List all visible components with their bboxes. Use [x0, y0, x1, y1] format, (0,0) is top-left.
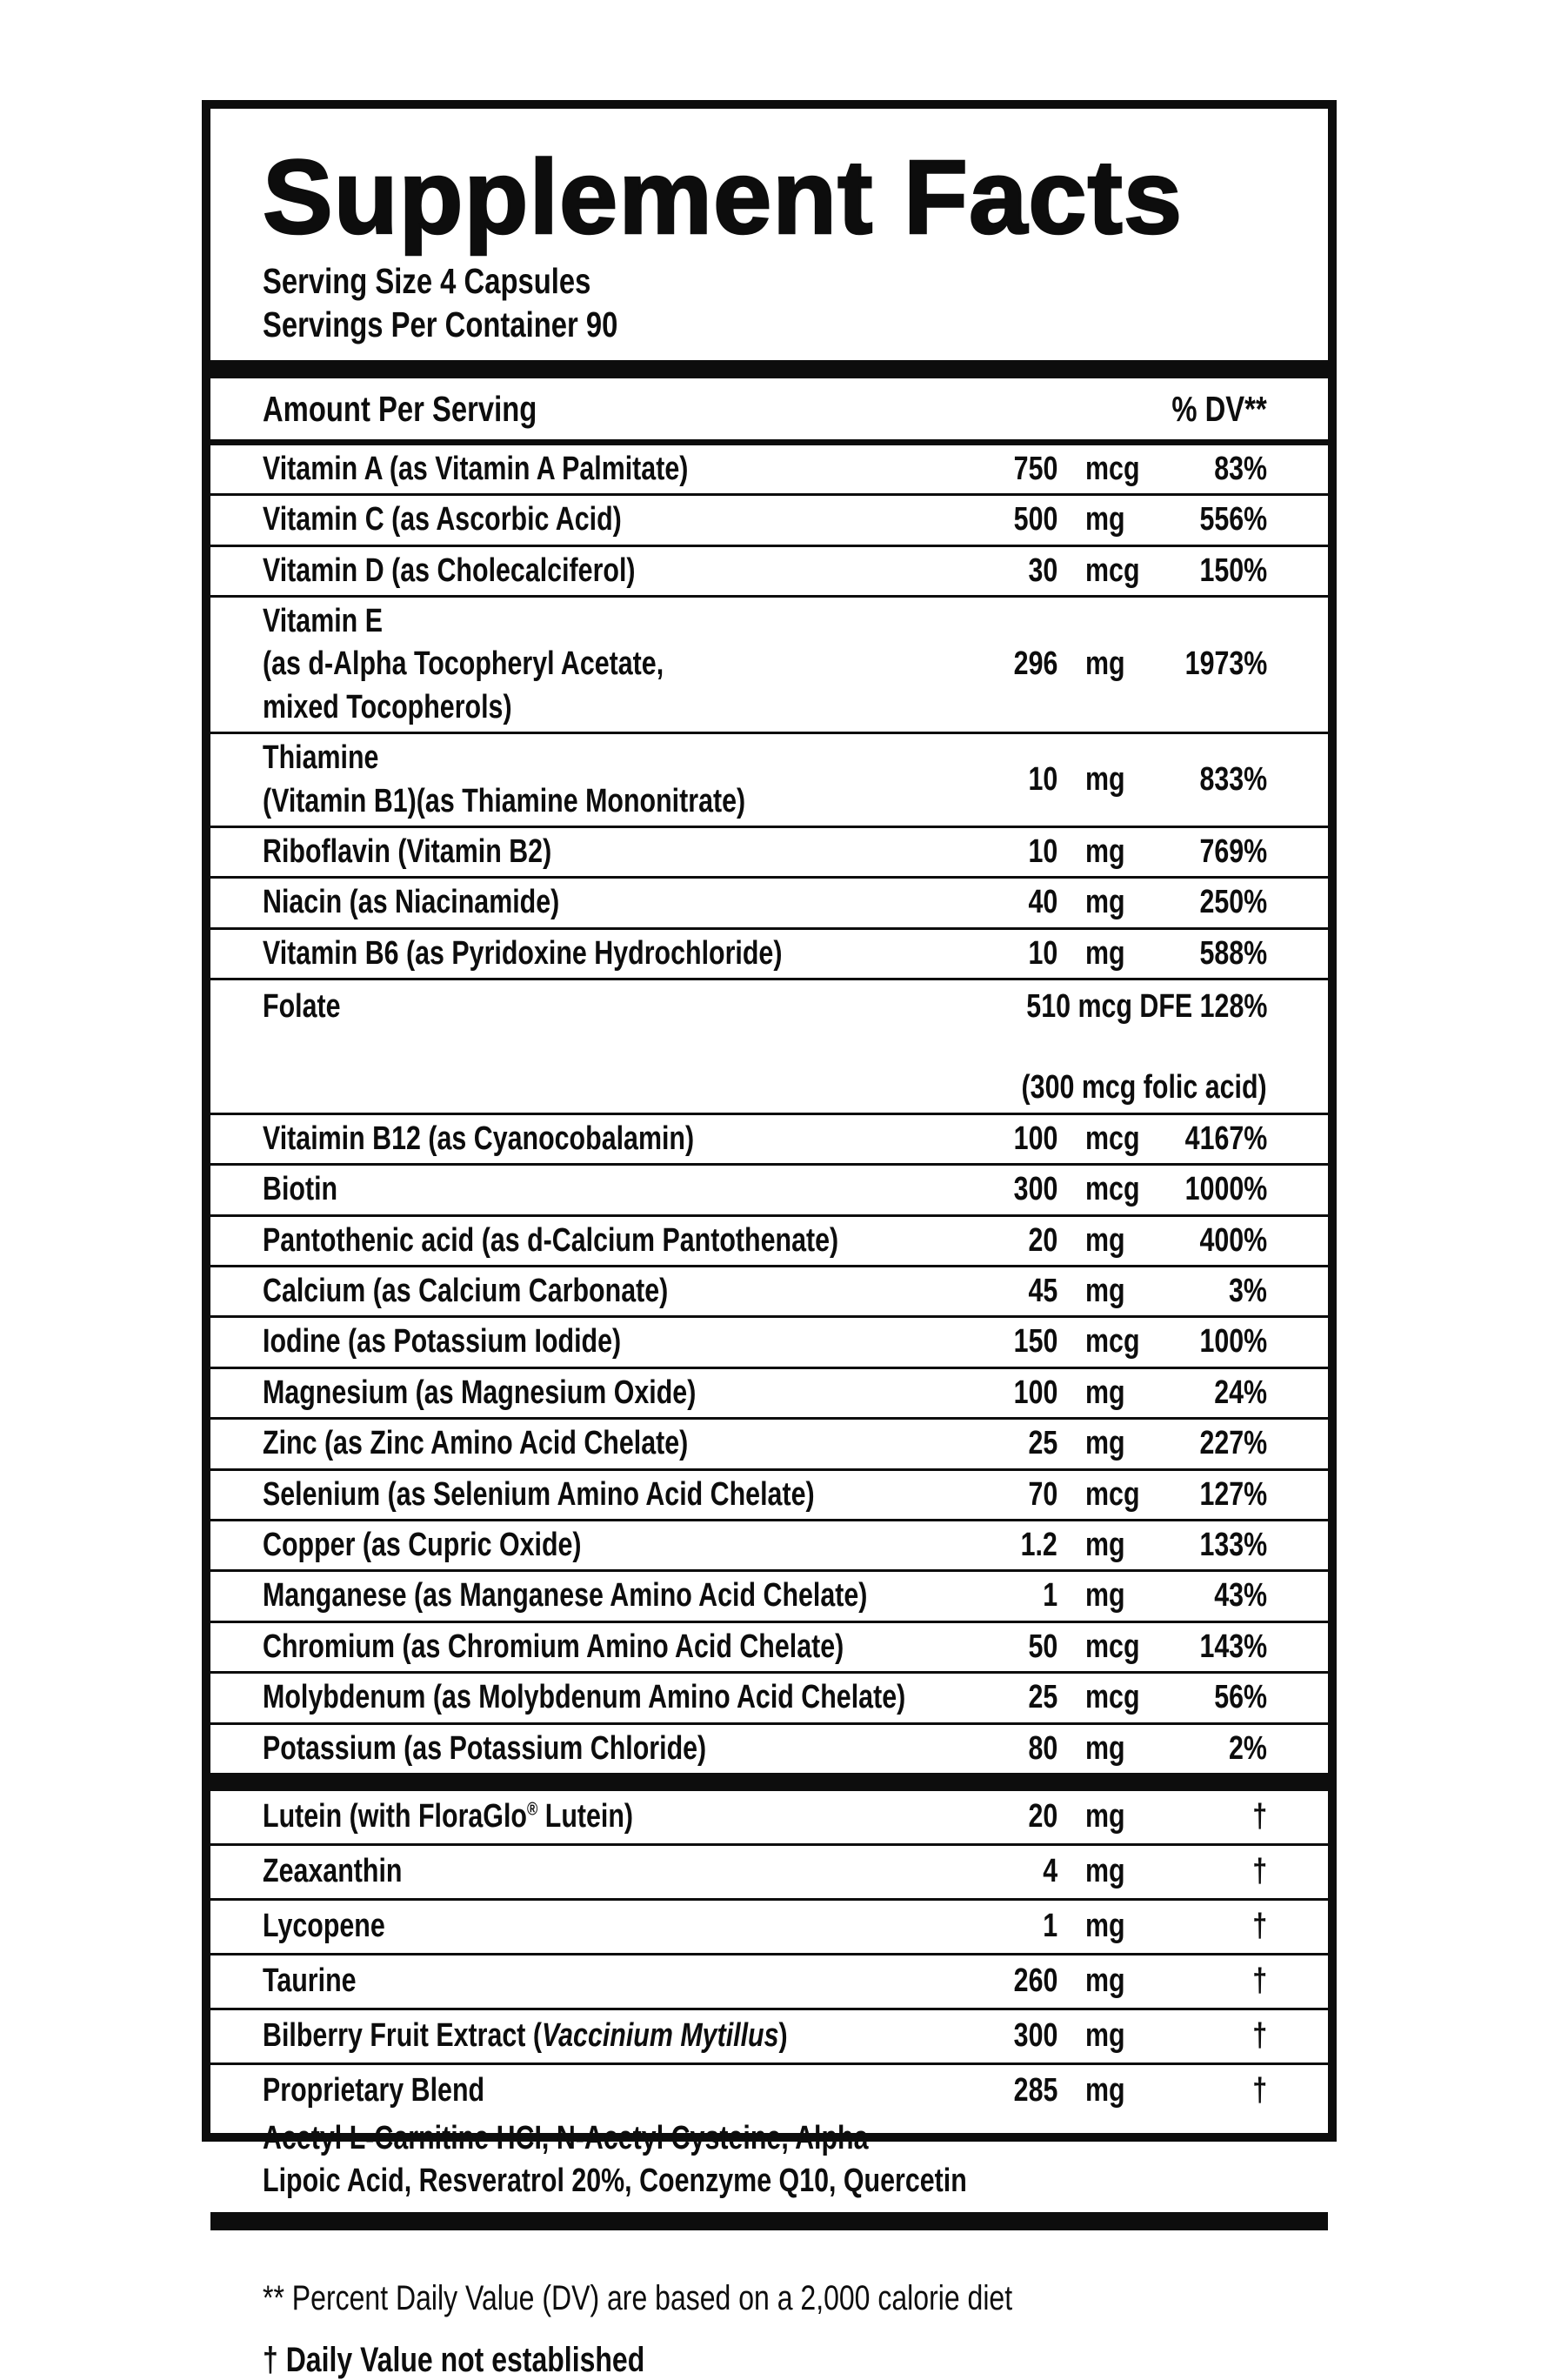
ingredient-dv: 143%: [1199, 1628, 1267, 1665]
ingredient-row: [210, 1791, 1328, 1843]
ingredient-name: Riboflavin (Vitamin B2): [263, 832, 552, 870]
ingredient-amount: 25: [1028, 1425, 1057, 1462]
ingredient-dv: 588%: [1199, 934, 1267, 972]
ingredient-unit: mg: [1085, 2072, 1125, 2109]
ingredient-unit: mcg: [1085, 552, 1140, 589]
ingredient-dv: 769%: [1199, 832, 1267, 870]
header-rule: [210, 439, 1328, 445]
ingredient-unit: mg: [1085, 1425, 1125, 1462]
ingredient-amount: 150: [1013, 1323, 1057, 1360]
ingredient-unit: mg: [1085, 501, 1125, 538]
ingredient-unit: mcg: [1085, 1171, 1140, 1208]
ingredient-row: [210, 927, 1328, 978]
ingredient-name: Vitamin A (as Vitamin A Palmitate): [263, 450, 689, 487]
ingredient-dv: 43%: [1214, 1577, 1267, 1615]
ingredient-dv: †: [1252, 1908, 1267, 1945]
ingredient-amount: 1.2: [1020, 1527, 1057, 1563]
percent-dv-header: % DV**: [1171, 389, 1267, 430]
ingredient-unit: mcg: [1085, 1120, 1140, 1157]
column-header-row: [210, 378, 1328, 439]
ingredient-row-main: [210, 1572, 1328, 1620]
ingredient-dv: 1973%: [1184, 645, 1267, 683]
ingredient-amount: 260: [1013, 1962, 1057, 2000]
ingredient-name: Molybdenum (as Molybdenum Amino Acid Chelate): [263, 1679, 906, 1716]
ingredient-row-main: [210, 930, 1328, 978]
ingredient-unit: mg: [1085, 1374, 1125, 1411]
servings-per-container-text: Servings Per Container 90: [263, 304, 618, 344]
ingredient-name: Taurine: [263, 1962, 357, 2000]
ingredient-amount: 70: [1028, 1475, 1057, 1513]
ingredient-amount: 296: [1013, 645, 1057, 683]
ingredient-dv: †: [1252, 1853, 1267, 1890]
ingredient-row-main: [210, 828, 1328, 876]
ingredient-name: Magnesium (as Magnesium Oxide): [263, 1374, 697, 1411]
ingredient-row: [210, 1722, 1328, 1773]
ingredient-dv: 56%: [1214, 1679, 1267, 1716]
ingredient-row: [210, 1569, 1328, 1620]
section-vitamins-minerals: [210, 445, 1328, 1773]
ingredient-row: [210, 1468, 1328, 1519]
ingredient-unit: mcg: [1085, 450, 1140, 487]
ingredient-amount: 4: [1043, 1853, 1057, 1890]
ingredient-row-main: [210, 2010, 1328, 2062]
ingredient-name: Vitaimin B12 (as Cyanocobalamin): [263, 1120, 695, 1157]
ingredient-dv: 24%: [1214, 1374, 1267, 1411]
ingredient-row-main: [210, 1623, 1328, 1671]
ingredient-amount: 300: [1013, 2017, 1057, 2055]
ingredient-row: [210, 1519, 1328, 1569]
ingredient-row-main: [210, 1166, 1328, 1213]
ingredient-row: [210, 876, 1328, 926]
ingredient-name: Pantothenic acid (as d-Calcium Pantothenate): [263, 1221, 839, 1259]
ingredient-row-main: [210, 1955, 1328, 2008]
ingredient-name: Iodine (as Potassium Iodide): [263, 1323, 622, 1360]
ingredient-row: [210, 1367, 1328, 1417]
page-title: Supplement Facts: [263, 137, 1184, 256]
ingredient-name: Zeaxanthin: [263, 1853, 403, 1890]
ingredient-amount: 10: [1028, 934, 1057, 972]
ingredient-unit: mg: [1085, 1729, 1125, 1767]
ingredient-row-main: [210, 1901, 1328, 1953]
ingredient-dv: 833%: [1199, 760, 1267, 798]
ingredient-name: Selenium (as Selenium Amino Acid Chelate): [263, 1475, 815, 1513]
ingredient-value-line: 510 mcg DFE 128%: [1025, 988, 1267, 1026]
ingredient-row-main: [210, 980, 1328, 1113]
ingredient-name: Proprietary Blend: [263, 2072, 485, 2109]
ingredient-amount: 300: [1013, 1171, 1057, 1208]
ingredient-unit: mg: [1085, 1273, 1125, 1310]
ingredient-unit: mg: [1085, 1221, 1125, 1259]
ingredient-row-main: [210, 1725, 1328, 1773]
ingredient-row: [210, 1163, 1328, 1213]
ingredient-name: Manganese (as Manganese Amino Acid Chelate): [263, 1577, 868, 1615]
ingredient-unit: mg: [1085, 1527, 1125, 1563]
supplement-facts-label: [202, 100, 1337, 2380]
ingredient-dv: 4167%: [1184, 1120, 1267, 1157]
ingredient-name: Zinc (as Zinc Amino Acid Chelate): [263, 1425, 689, 1462]
ingredient-amount: 30: [1028, 552, 1057, 589]
ingredient-amount: 10: [1028, 760, 1057, 798]
label-header: [210, 109, 1328, 360]
ingredient-dv: 3%: [1229, 1273, 1267, 1310]
ingredient-unit: mg: [1085, 645, 1125, 683]
ingredient-unit: mg: [1085, 832, 1125, 870]
ingredient-unit: mg: [1085, 1908, 1125, 1945]
ingredient-unit: mg: [1085, 1577, 1125, 1615]
ingredient-row: [210, 2062, 1328, 2212]
ingredient-dv: 133%: [1199, 1527, 1267, 1563]
ingredient-unit: mg: [1085, 2017, 1125, 2055]
ingredient-row-main: [210, 496, 1328, 544]
ingredient-dv: †: [1252, 2072, 1267, 2109]
ingredient-unit: mcg: [1085, 1323, 1140, 1360]
ingredient-row-main: [210, 1420, 1328, 1467]
ingredient-name: Lutein (with FloraGlo® Lutein): [263, 1798, 634, 1835]
ingredient-row-main: [210, 1369, 1328, 1417]
ingredient-row-main: [210, 1846, 1328, 1898]
ingredient-dv: 127%: [1199, 1475, 1267, 1513]
ingredient-amount: 500: [1013, 501, 1057, 538]
ingredient-amount: 20: [1028, 1221, 1057, 1259]
ingredient-name: Bilberry Fruit Extract (Vaccinium Mytillus): [263, 2017, 788, 2055]
ingredient-row: [210, 732, 1328, 826]
ingredient-name: Vitamin C (as Ascorbic Acid): [263, 501, 622, 538]
ingredient-unit: mg: [1085, 884, 1125, 921]
ingredient-amount: 20: [1028, 1798, 1057, 1835]
ingredient-row: [210, 545, 1328, 595]
ingredient-row: [210, 1671, 1328, 1721]
ingredient-name: Vitamin B6 (as Pyridoxine Hydrochloride): [263, 934, 783, 972]
ingredient-amount: 1: [1043, 1908, 1057, 1945]
ingredient-name: Copper (as Cupric Oxide): [263, 1527, 582, 1563]
ingredient-amount: 100: [1013, 1120, 1057, 1157]
ingredient-unit: mg: [1085, 760, 1125, 798]
ingredient-value-line: (300 mcg folic acid): [1021, 1069, 1267, 1106]
ingredient-row: [210, 1113, 1328, 1163]
ingredient-row: [210, 1214, 1328, 1265]
ingredient-unit: mg: [1085, 1962, 1125, 2000]
percent-dv-footnote: ** Percent Daily Value (DV) are based on a 2,000 calorie diet: [263, 2279, 1013, 2318]
ingredient-row: [210, 1315, 1328, 1366]
ingredient-name: Vitamin D (as Cholecalciferol): [263, 552, 636, 589]
ingredient-unit: mcg: [1085, 1679, 1140, 1716]
ingredient-row-main: [210, 2065, 1328, 2117]
amount-per-serving-header: Amount Per Serving: [263, 389, 537, 430]
ingredient-name: Lycopene: [263, 1908, 385, 1945]
ingredient-dv: 83%: [1214, 450, 1267, 487]
ingredient-row: [210, 595, 1328, 732]
ingredient-row: [210, 493, 1328, 544]
ingredient-row: [210, 2008, 1328, 2062]
ingredient-row-main: [210, 1521, 1328, 1569]
ingredient-row-main: [210, 1318, 1328, 1366]
ingredient-dv: 100%: [1199, 1323, 1267, 1360]
ingredient-row: [210, 1265, 1328, 1315]
ingredient-unit: mcg: [1085, 1475, 1140, 1513]
ingredient-dv: 250%: [1199, 884, 1267, 921]
ingredient-row: [210, 1621, 1328, 1671]
ingredient-row-main: [210, 1267, 1328, 1315]
ingredient-dv: 2%: [1229, 1729, 1267, 1767]
ingredient-row: [210, 1953, 1328, 2008]
ingredient-row: [210, 1898, 1328, 1953]
ingredient-dv: †: [1252, 1962, 1267, 2000]
ingredient-amount: 750: [1013, 450, 1057, 487]
ingredient-row-main: [210, 1115, 1328, 1163]
ingredient-amount: 25: [1028, 1679, 1057, 1716]
ingredient-amount: 50: [1028, 1628, 1057, 1665]
ingredient-unit: mg: [1085, 934, 1125, 972]
ingredient-row: [210, 826, 1328, 876]
ingredient-amount: 80: [1028, 1729, 1057, 1767]
ingredient-unit: mg: [1085, 1853, 1125, 1890]
ingredient-value-lines: [960, 986, 1267, 1110]
divider-bar-top: [210, 360, 1328, 378]
dagger-footnote: † Daily Value not established: [263, 2341, 645, 2380]
ingredient-row-main: [210, 1791, 1328, 1843]
ingredient-dv: 150%: [1199, 552, 1267, 589]
ingredient-dv: †: [1252, 2017, 1267, 2055]
ingredient-amount: 285: [1013, 2072, 1057, 2109]
ingredient-row-main: [210, 445, 1328, 493]
ingredient-row-main: [210, 1674, 1328, 1721]
ingredient-dv: 1000%: [1184, 1171, 1267, 1208]
ingredient-name: Niacin (as Niacinamide): [263, 884, 560, 921]
section-other-ingredients: [210, 1791, 1328, 2212]
ingredient-row: [210, 1417, 1328, 1467]
ingredient-row: [210, 1843, 1328, 1898]
ingredient-row-main: [210, 734, 1328, 826]
ingredient-amount: 1: [1043, 1577, 1057, 1615]
ingredient-dv: 556%: [1199, 501, 1267, 538]
ingredient-row-main: [210, 598, 1328, 732]
proprietary-blend-ingredients: Acetyl L-Carnitine HCI, N-Acetyl Cysteine, Alpha Lipoic Acid, Resveratrol 20%, Coenzyme Q10, Quercetin: [263, 2119, 967, 2199]
ingredient-row-main: [210, 1217, 1328, 1265]
ingredient-name: Vitamin E (as d-Alpha Tocopheryl Acetate, mixed Tocopherols): [263, 602, 664, 725]
ingredient-row: [210, 445, 1328, 493]
ingredient-unit: mg: [1085, 1798, 1125, 1835]
ingredient-row-main: [210, 879, 1328, 926]
ingredient-amount: 40: [1028, 884, 1057, 921]
ingredient-name: Calcium (as Calcium Carbonate): [263, 1273, 669, 1310]
ingredient-name: Thiamine (Vitamin B1)(as Thiamine Mononitrate): [263, 739, 746, 819]
ingredient-row-main: [210, 547, 1328, 595]
ingredient-dv: 227%: [1199, 1425, 1267, 1462]
ingredient-name: Potassium (as Potassium Chloride): [263, 1729, 707, 1767]
ingredient-row-main: [210, 1471, 1328, 1519]
ingredient-unit: mcg: [1085, 1628, 1140, 1665]
ingredient-row: [210, 978, 1328, 1113]
serving-size-text: Serving Size 4 Capsules: [263, 260, 591, 301]
ingredient-amount: 10: [1028, 832, 1057, 870]
divider-bar-middle: [210, 1773, 1328, 1791]
ingredient-name: Folate: [263, 988, 341, 1026]
divider-bar-bottom: [210, 2212, 1328, 2230]
ingredient-name: Chromium (as Chromium Amino Acid Chelate): [263, 1628, 844, 1665]
ingredient-amount: 100: [1013, 1374, 1057, 1411]
ingredient-dv: 400%: [1199, 1221, 1267, 1259]
ingredient-amount: 45: [1028, 1273, 1057, 1310]
footnotes: [210, 2230, 1328, 2380]
ingredient-name: Biotin: [263, 1171, 338, 1208]
ingredient-dv: †: [1252, 1798, 1267, 1835]
